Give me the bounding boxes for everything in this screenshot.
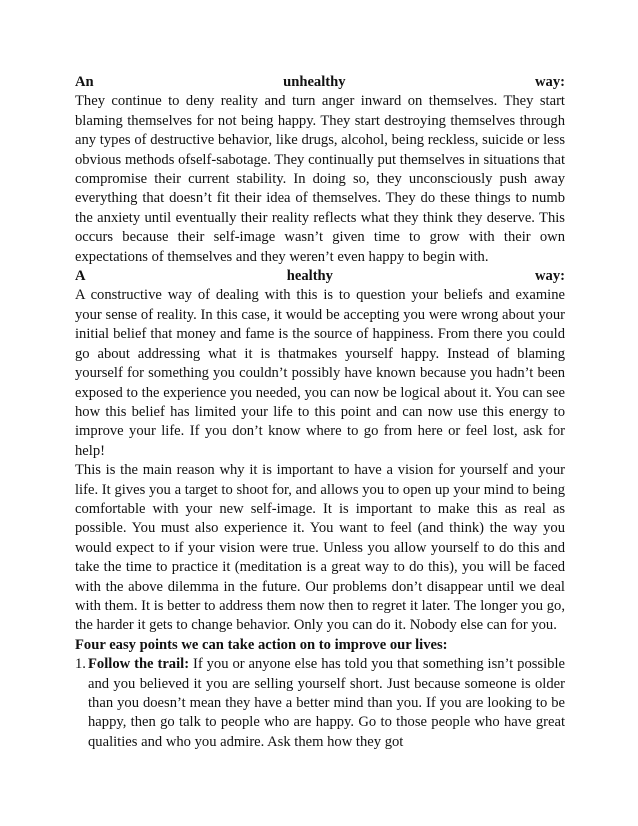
list-item-text: If you or anyone else has told you that something isn’t possible and you believed it you are selling yourself short. Just because someone is older than you doesn’t mean they have a better mind than you. If you are looking to be happy, then go talk to people who are happy. Go to those people who have great qualities and who you admire. Ask them how they got <box>88 656 565 750</box>
list-item-number: 1. <box>75 656 86 673</box>
paragraph-unhealthy: They continue to deny reality and turn anger inward on themselves. They start blaming themselves for not being happy. They start destroying themselves through any types of destructive behavior, like drugs, alcohol, being reckless, suicide or less obvious methods ofself-sabotage. They continually put themselves in situations that compromise their current stability. In doing so, they unconsciously push away everything that doesn’t fit their idea of themselves. They do these things to numb the anxiety until eventually their reality reflects what they think they deserve. This occurs because their self-image wasn’t given time to grow with their own expectations of themselves and they weren’t even happy to begin with. <box>75 93 565 265</box>
paragraph-vision: This is the main reason why it is important to have a vision for yourself and your life. It gives you a target to shoot for, and allows you to open up your mind to being comfortable with your new self-image. It is important to make this as real as possible. You must also experience it. You want to feel (and think) the way you would expect to if your vision were true. Unless you allow yourself to do this and take the time to practice it (meditation is a great way to do this), you will be faced with the above dilemma in the future. Our problems don’t disappear until we deal with them. It is better to address them now then to regret it later. The longer you go, the harder it gets to change behavior. Only you can do it. Nobody else can for you. <box>75 462 565 634</box>
list-item <box>75 655 565 752</box>
points-heading: Four easy points we can take action on to improve our lives: <box>75 636 448 653</box>
paragraph-healthy: A constructive way of dealing with this is to question your beliefs and examine your sense of reality. In this case, it would be accepting you were wrong about your initial belief that money and fame is the source of happiness. From there you could go about addressing what it is thatmakes yourself happy. Instead of blaming yourself for something you couldn’t possibly have known because you hadn’t been exposed to the experience you needed, you can now be logical about it. You can see how this belief has limited your life to this point and can now use this energy to improve your life. If you don’t know where to go from here or feel lost, ask for help! <box>75 287 565 459</box>
section-heading-healthy: A healthy way: <box>75 268 565 285</box>
document-page <box>75 73 565 752</box>
list-item-lead: Follow the trail: <box>88 656 190 673</box>
section-heading-unhealthy: An unhealthy way: <box>75 74 565 90</box>
